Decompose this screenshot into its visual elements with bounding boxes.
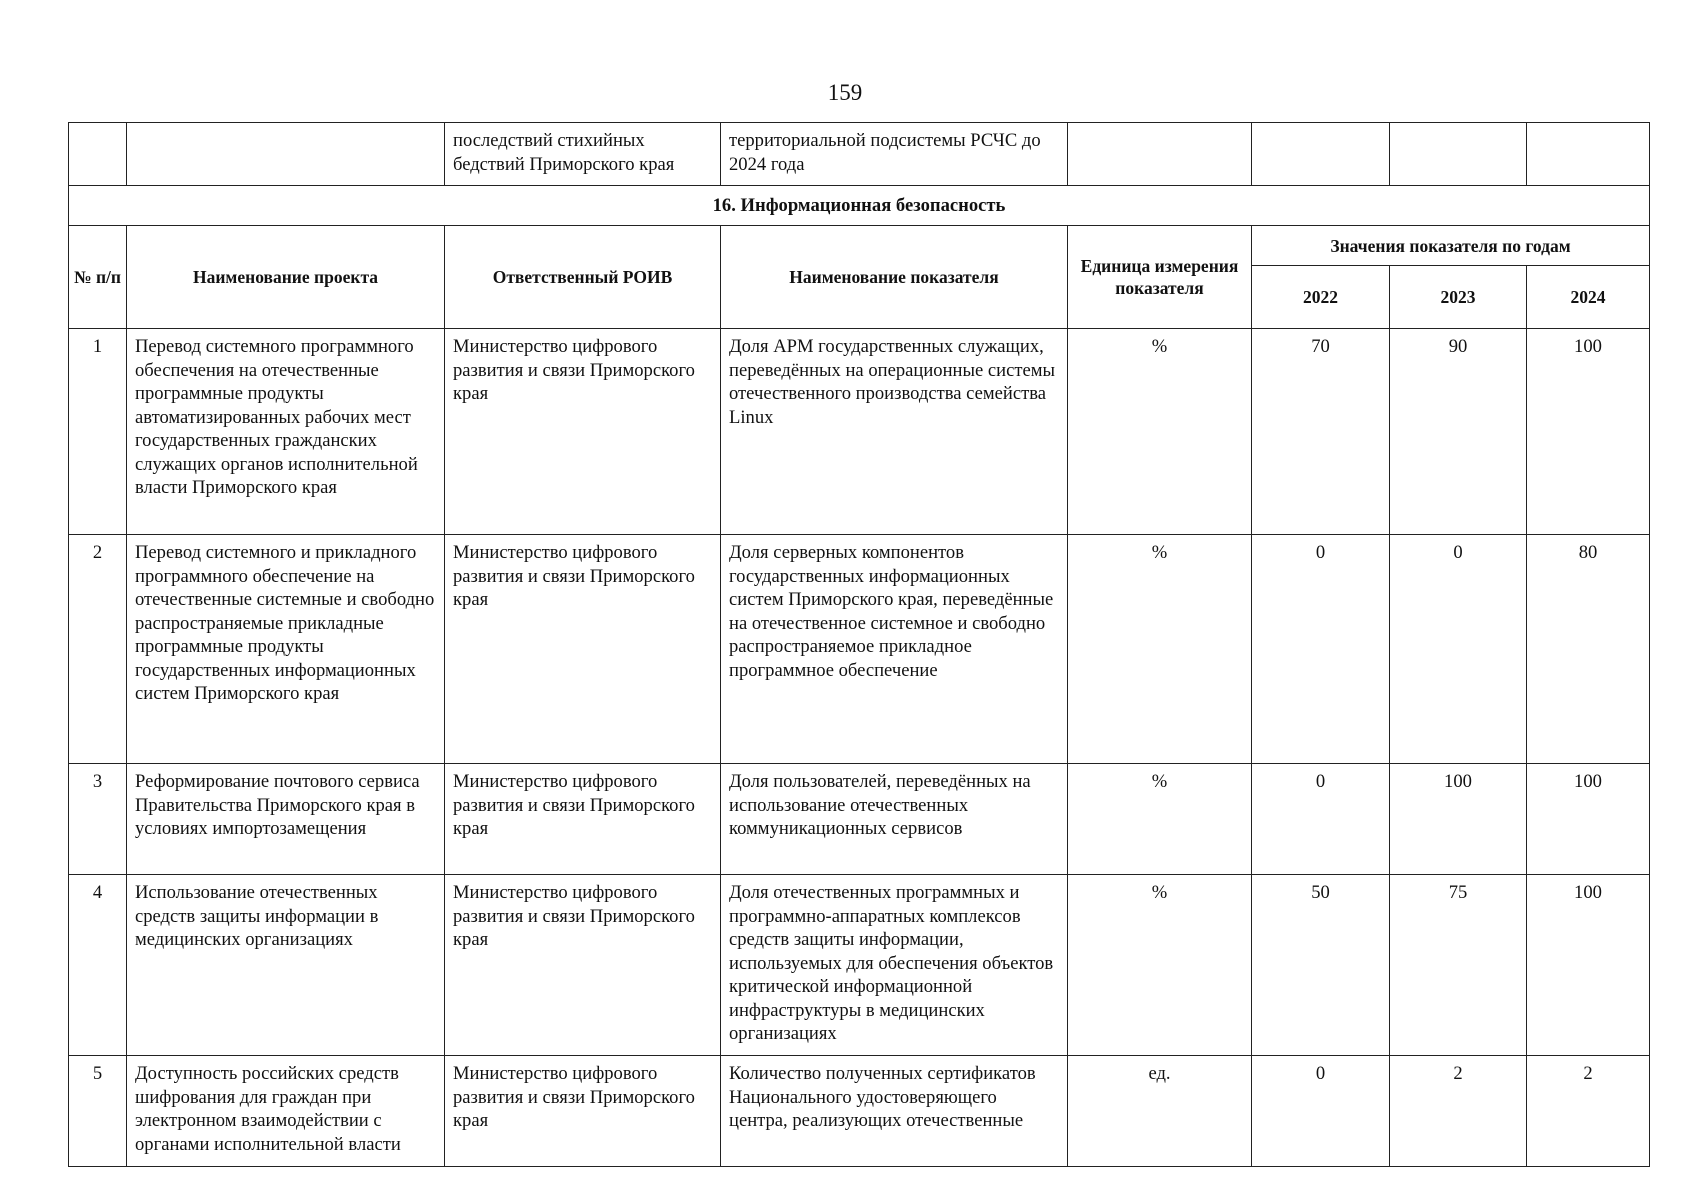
cell-project: Использование отечественных средств защиты информации в медицинских организациях	[127, 875, 445, 1056]
cell-roiv: Министерство цифрового развития и связи Приморского края	[445, 329, 721, 535]
cell-roiv: Министерство цифрового развития и связи Приморского края	[445, 875, 721, 1056]
cell-indicator: территориальной подсистемы РСЧС до 2024 года	[721, 123, 1068, 186]
cell-indicator: Доля отечественных программных и программно-аппаратных комплексов средств защиты информации, используемых для обеспечения объектов критической информационной инфраструктуры в медицинских организациях	[721, 875, 1068, 1056]
continuation-row	[69, 123, 1650, 186]
header-row	[69, 226, 1650, 266]
cell-roiv: Министерство цифрового развития и связи Приморского края	[445, 1056, 721, 1167]
indicators-table	[68, 122, 1650, 1167]
cell-unit	[1068, 123, 1252, 186]
cell-2022: 0	[1252, 535, 1390, 764]
cell-2023: 2	[1390, 1056, 1527, 1167]
section-row	[69, 186, 1650, 226]
cell-indicator: Доля АРМ государственных служащих, переведённых на операционные системы отечественного производства семейства Linux	[721, 329, 1068, 535]
cell-2022: 0	[1252, 1056, 1390, 1167]
table-row	[69, 764, 1650, 875]
header-num: № п/п	[69, 226, 127, 329]
cell-indicator: Доля серверных компонентов государственных информационных систем Приморского края, переведённые на отечественное системное и свободно распространяемое прикладное программное обеспечение	[721, 535, 1068, 764]
header-roiv: Ответственный РОИВ	[445, 226, 721, 329]
cell-roiv: последствий стихийных бедствий Приморского края	[445, 123, 721, 186]
cell-unit: %	[1068, 875, 1252, 1056]
cell-2022: 70	[1252, 329, 1390, 535]
cell-project: Перевод системного и прикладного программного обеспечение на отечественные системные и свободно распространяемые прикладные программные продукты государственных информационных систем Приморского края	[127, 535, 445, 764]
cell-project: Реформирование почтового сервиса Правительства Приморского края в условиях импортозамещения	[127, 764, 445, 875]
header-2023: 2023	[1390, 266, 1527, 329]
cell-2022: 0	[1252, 764, 1390, 875]
table-row	[69, 875, 1650, 1056]
cell-2023: 90	[1390, 329, 1527, 535]
page-number: 159	[827, 80, 863, 105]
header-project: Наименование проекта	[127, 226, 445, 329]
cell-2024: 100	[1527, 875, 1650, 1056]
cell-project: Перевод системного программного обеспечения на отечественные программные продукты автоматизированных рабочих мест государственных гражданских служащих органов исполнительной власти Приморского края	[127, 329, 445, 535]
header-2024: 2024	[1527, 266, 1650, 329]
cell-num: 5	[69, 1056, 127, 1167]
table-row	[69, 1056, 1650, 1167]
cell-num: 3	[69, 764, 127, 875]
cell-num: 2	[69, 535, 127, 764]
cell-2024: 100	[1527, 329, 1650, 535]
cell-2023: 100	[1390, 764, 1527, 875]
cell-project: Доступность российских средств шифрования для граждан при электронном взаимодействии с органами исполнительной власти	[127, 1056, 445, 1167]
cell-2023: 0	[1390, 535, 1527, 764]
cell-2024: 100	[1527, 764, 1650, 875]
cell-2022: 50	[1252, 875, 1390, 1056]
cell-unit: %	[1068, 764, 1252, 875]
cell-num: 1	[69, 329, 127, 535]
cell-unit: %	[1068, 535, 1252, 764]
cell-num: 4	[69, 875, 127, 1056]
header-values-group: Значения показателя по годам	[1252, 226, 1650, 266]
header-indicator: Наименование показателя	[721, 226, 1068, 329]
cell-project	[127, 123, 445, 186]
cell-indicator: Количество полученных сертификатов Национального удостоверяющего центра, реализующих отечественные	[721, 1056, 1068, 1167]
cell-2024	[1527, 123, 1650, 186]
header-unit: Единица измерения показателя	[1068, 226, 1252, 329]
cell-2023: 75	[1390, 875, 1527, 1056]
cell-indicator: Доля пользователей, переведённых на использование отечественных коммуникационных сервисов	[721, 764, 1068, 875]
cell-2024: 2	[1527, 1056, 1650, 1167]
cell-2023	[1390, 123, 1527, 186]
cell-2024: 80	[1527, 535, 1650, 764]
cell-roiv: Министерство цифрового развития и связи Приморского края	[445, 764, 721, 875]
section-title: 16. Информационная безопасность	[69, 186, 1650, 226]
cell-unit: ед.	[1068, 1056, 1252, 1167]
cell-num	[69, 123, 127, 186]
cell-unit: %	[1068, 329, 1252, 535]
header-2022: 2022	[1252, 266, 1390, 329]
cell-2022	[1252, 123, 1390, 186]
table-row	[69, 329, 1650, 535]
table-row	[69, 535, 1650, 764]
cell-roiv: Министерство цифрового развития и связи Приморского края	[445, 535, 721, 764]
